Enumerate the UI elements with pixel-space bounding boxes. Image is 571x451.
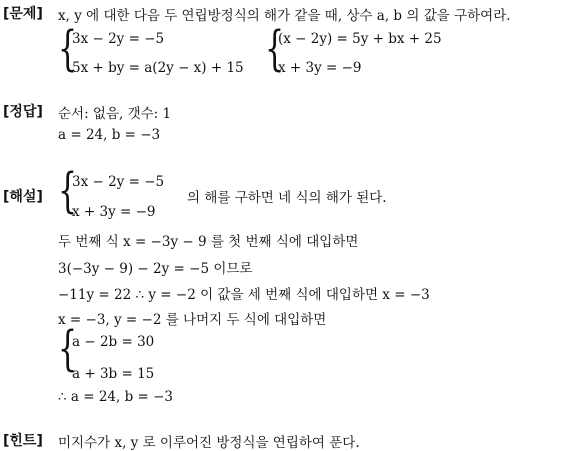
solution-brace-2: { xyxy=(58,321,78,378)
solution-step3: −11y = 22 ∴ y = −2 이 값을 세 번째 식에 대입하면 x = −3 xyxy=(58,287,430,303)
answer-label: [정답] xyxy=(3,104,43,120)
problem-eq2: 5x + by = a(2y − x) + 15 xyxy=(72,60,244,76)
solution-step1: 두 번째 식 x = −3y − 9 를 첫 번째 식에 대입하면 xyxy=(58,234,359,250)
answer-line2: a = 24, b = −3 xyxy=(58,127,161,143)
solution-label: [해설] xyxy=(3,189,43,205)
solution-step4: x = −3, y = −2 를 나머지 두 식에 대입하면 xyxy=(58,312,327,328)
solution-eq3: a − 2b = 30 xyxy=(72,334,155,350)
solution-eq2: x + 3y = −9 xyxy=(72,204,156,220)
solution-conclusion: ∴ a = 24, b = −3 xyxy=(58,389,174,405)
problem-eq1: 3x − 2y = −5 xyxy=(72,31,165,47)
solution-system-note: 의 해를 구하면 네 식의 해가 된다. xyxy=(187,190,387,206)
hint-text: 미지수가 x, y 로 이루어진 방정식을 연립하여 푼다. xyxy=(58,435,360,451)
solution-step2: 3(−3y − 9) − 2y = −5 이므로 xyxy=(58,261,253,277)
problem-label: [문제] xyxy=(3,6,43,22)
solution-eq1: 3x − 2y = −5 xyxy=(72,174,165,190)
hint-label: [힌트] xyxy=(3,433,43,449)
problem-statement: x, y 에 대한 다음 두 연립방정식의 해가 같을 때, 상수 a, b 의 값을 구하여라. xyxy=(58,8,511,24)
solution-brace-1: { xyxy=(58,163,78,220)
answer-line1: 순서: 없음, 갯수: 1 xyxy=(58,106,172,122)
problem-eq4: x + 3y = −9 xyxy=(278,60,362,76)
problem-brace-right: { xyxy=(265,21,285,78)
problem-brace-left: { xyxy=(58,21,78,78)
solution-eq4: a + 3b = 15 xyxy=(72,366,155,382)
problem-eq3: (x − 2y) = 5y + bx + 25 xyxy=(278,31,442,47)
